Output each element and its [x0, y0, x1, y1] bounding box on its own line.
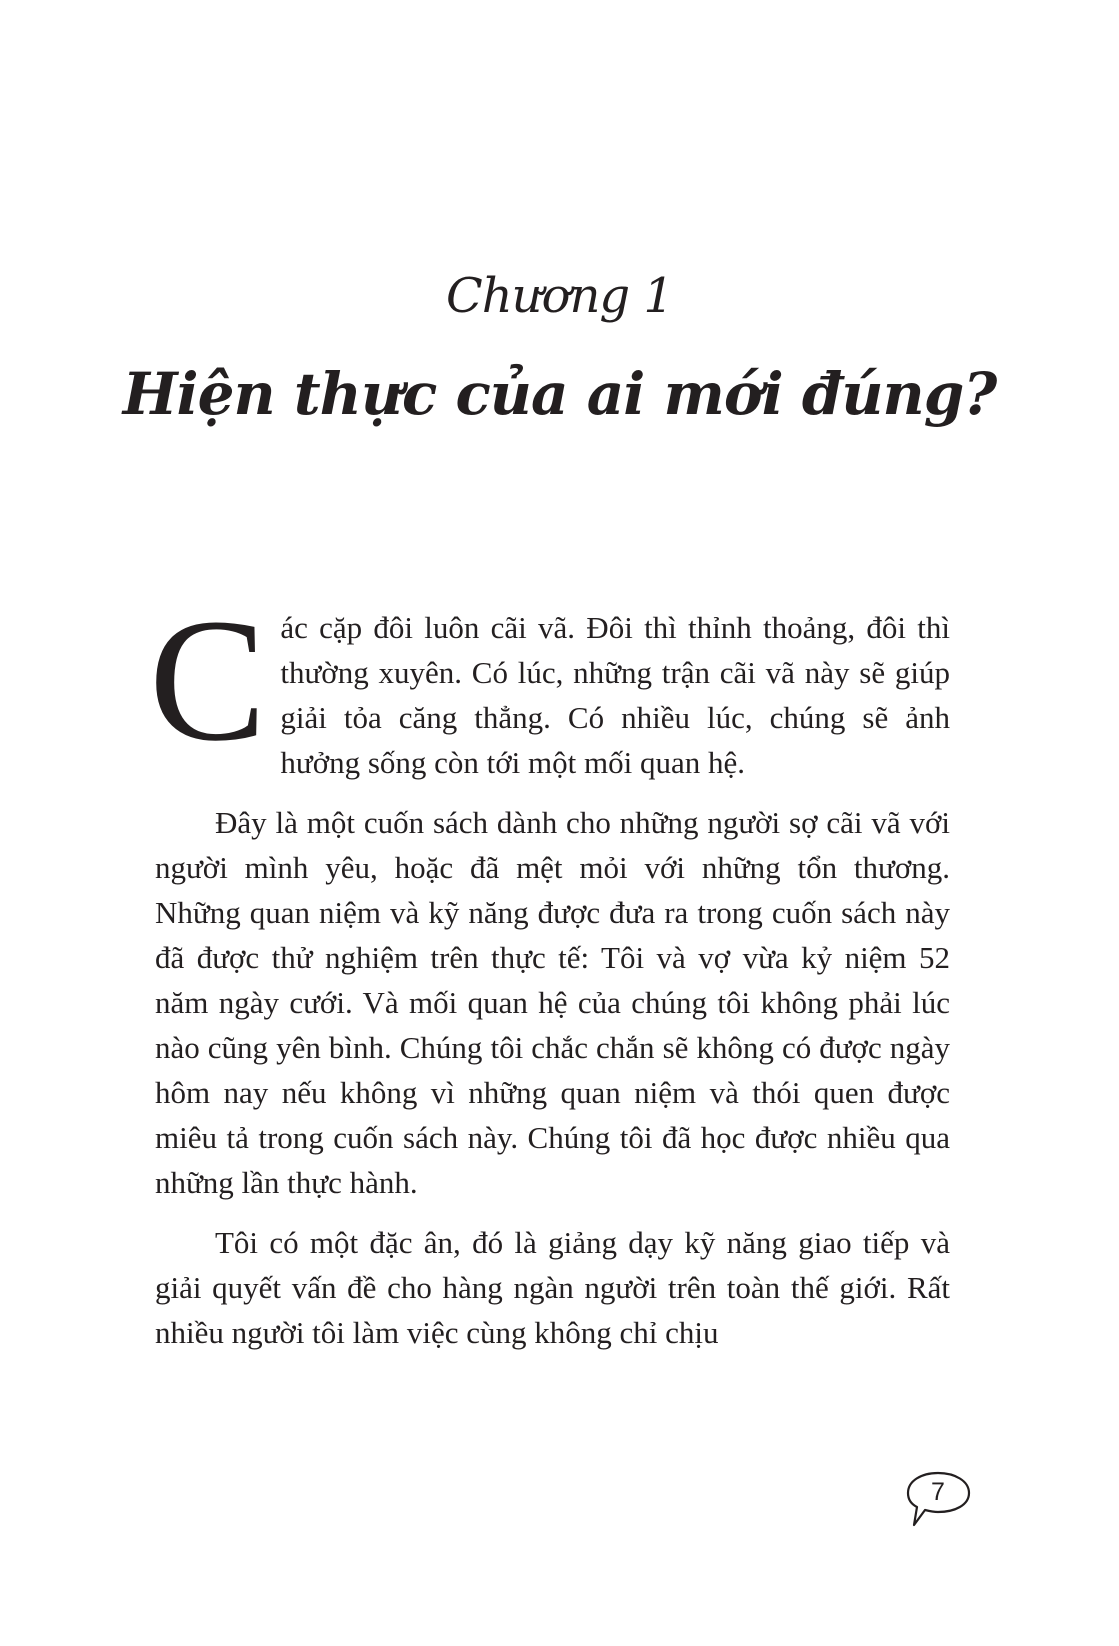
body-text — [149, 583, 950, 1370]
paragraph-1 — [149, 583, 950, 785]
chapter-title: Hiện thực của ai mới đúng? — [122, 360, 997, 428]
page-number: 7 — [931, 1478, 945, 1506]
drop-cap: C — [149, 583, 267, 778]
paragraph-1-text: ác cặp đôi luôn cãi vã. Đôi thì thỉnh thoảng, đôi thì thường xuyên. Có lúc, những trận cãi vã này sẽ giúp giải tỏa căng thẳng. Có nhiều lúc, chúng sẽ ảnh hưởng sống còn tới một mối quan hệ. — [280, 610, 950, 780]
paragraph-2: Đây là một cuốn sách dành cho những người sợ cãi vã với người mình yêu, hoặc đã mệt mỏi với những tổn thương. Những quan niệm và kỹ năng được đưa ra trong cuốn sách này đã được thử nghiệm trên thực tế: Tôi và vợ vừa kỷ niệm 52 năm ngày cưới. Và mối quan hệ của chúng tôi không phải lúc nào cũng yên bình. Chúng tôi chắc chắn sẽ không có được ngày hôm nay nếu không vì những quan niệm và thói quen được miêu tả trong cuốn sách này. Chúng tôi đã học được nhiều qua những lần thực hành. — [155, 805, 950, 1200]
chapter-label: Chương 1 — [446, 268, 673, 324]
page-number-badge — [905, 1470, 973, 1530]
paragraph-3: Tôi có một đặc ân, đó là giảng dạy kỹ năng giao tiếp và giải quyết vấn đề cho hàng ngàn người trên toàn thế giới. Rất nhiều người tôi làm việc cùng không chỉ chịu — [155, 1225, 950, 1350]
